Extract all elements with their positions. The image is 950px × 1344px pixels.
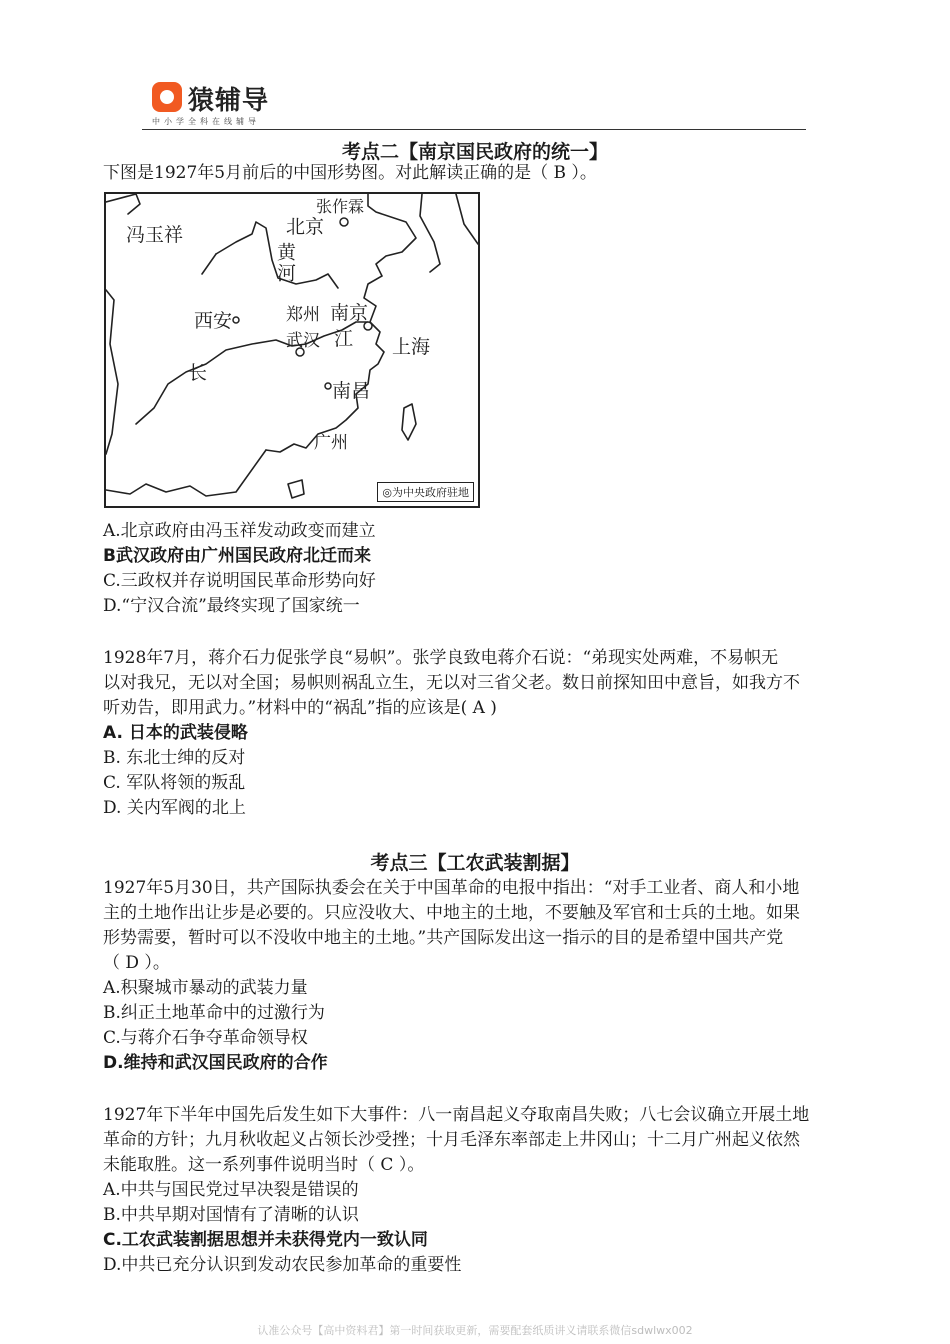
logo-subtitle: 中小学全科在线辅导 (152, 117, 260, 126)
s3-q2-option-b: B.中共早期对国情有了清晰的认识 (103, 1205, 359, 1225)
map-label-zhengzhou: 郑州 (286, 305, 320, 325)
map-korea (420, 194, 440, 272)
s2-q2-option-c: C. 军队将领的叛乱 (103, 773, 246, 793)
s3-q2-option-d: D.中共已充分认识到发动农民参加革命的重要性 (103, 1255, 462, 1275)
s2-q2-option-d: D. 关内军阀的北上 (103, 798, 246, 818)
s3-q2-option-a: A.中共与国民党过早决裂是错误的 (103, 1180, 359, 1200)
map-japan (456, 194, 478, 244)
china-situation-map (104, 192, 480, 508)
map-label-nanchang: 南昌 (332, 380, 371, 402)
map-label-chang: 长 (188, 362, 208, 384)
s3-q1-stem-line: （ D ）。 (103, 953, 170, 973)
map-label-nanjing: 南京 (330, 302, 369, 324)
map-label-guangzhou: 广州 (314, 433, 348, 453)
s2-q1-option-d: D.“宁汉合流”最终实现了国家统一 (103, 596, 360, 616)
logo-mark-icon (152, 82, 182, 112)
s3-q1-option-c: C.与蒋介石争夺革命领导权 (103, 1028, 308, 1048)
s2-q2-stem-line: 听劝告，即用武力。”材料中的“祸乱”指的应该是( A ) (103, 698, 497, 718)
brand-logo (152, 80, 292, 124)
map-legend: ◎为中央政府驻地 (377, 482, 474, 502)
s3-q2-stem-line: 1927年下半年中国先后发生如下大事件：八一南昌起义夺取南昌失败；八七会议确立开展土地 (103, 1105, 810, 1125)
map-label-zhang: 张作霖 (316, 197, 365, 216)
map-west-border (106, 290, 118, 454)
s2-q2-option-b: B. 东北士绅的反对 (103, 748, 246, 768)
s2-q2-stem-line: 以对我兄，无以对全国；易帜则祸乱立生，无以对三省父老。数日前探知田中意旨，如我方不 (103, 673, 800, 693)
s3-q1-stem-line: 形势需要，暂时可以不没收中地主的土地。”共产国际发出这一指示的目的是希望中国共产党 (103, 928, 784, 948)
map-label-wuhan: 武汉 (286, 331, 320, 351)
section2-title: 考点二【南京国民政府的统一】 (341, 141, 608, 163)
s3-q1-stem-line: 1927年5月30日，共产国际执委会在关于中国革命的电报中指出：“对手工业者、商人和小地 (103, 878, 800, 898)
s2-q1-option-a: A.北京政府由冯玉祥发动政变而建立 (103, 521, 376, 541)
s2-q1-stem: 下图是1927年5月前后的中国形势图。对此解读正确的是（ B ）。 (103, 163, 597, 183)
map-label-feng: 冯玉祥 (126, 224, 184, 246)
logo-text: 猿辅导 (188, 86, 270, 116)
section3-title: 考点三【工农武装割据】 (370, 852, 580, 874)
map-border-nw (106, 194, 136, 202)
footer-watermark: 认准公众号【高中资料君】第一时间获取更新，需要配套纸质讲义请联系微信sdwlwx002 (257, 1324, 693, 1337)
s3-q1-option-a: A.积聚城市暴动的武装力量 (103, 978, 308, 998)
map-nanchang-marker (325, 383, 331, 389)
map-hainan (288, 480, 304, 498)
map-label-jiang: 江 (334, 328, 354, 350)
map-label-xian: 西安 (194, 310, 233, 332)
header-divider (142, 129, 806, 130)
map-xian-marker (233, 317, 239, 323)
map-taiwan (402, 404, 416, 440)
map-yellow-river-west (202, 254, 216, 274)
map-label-shanghai: 上海 (392, 336, 431, 358)
map-label-huanghe: 黄河 (274, 242, 296, 284)
map-south-border (106, 450, 266, 496)
s3-q2-stem-line: 革命的方针；九月秋收起义占领长沙受挫；十月毛泽东率部走上井冈山；十二月广州起义依然 (103, 1130, 800, 1150)
map-label-beijing: 北京 (286, 216, 325, 238)
map-beijing-marker (340, 218, 348, 226)
s2-q2-stem-line: 1928年7月，蒋介石力促张学良“易帜”。张学良致电蒋介石说：“弟现实处两难，不易帜无 (103, 648, 779, 668)
s2-q1-option-b: B武汉政府由广州国民政府北迁而来 (103, 546, 371, 566)
s2-q2-option-a: A. 日本的武装侵略 (103, 723, 248, 743)
s3-q1-option-d: D.维持和武汉国民政府的合作 (103, 1053, 328, 1073)
s3-q2-option-c: C.工农武装割据思想并未获得党内一致认同 (103, 1230, 428, 1250)
s3-q1-stem-line: 主的土地作出让步是必要的。只应没收大、中地主的土地，不要触及军官和士兵的土地。如果 (103, 903, 800, 923)
s3-q2-stem-line: 未能取胜。这一系列事件说明当时（ C ）。 (103, 1155, 425, 1175)
map-north-border (128, 194, 140, 214)
s2-q1-option-c: C.三政权并存说明国民革命形势向好 (103, 571, 376, 591)
s3-q1-option-b: B.纠正土地革命中的过激行为 (103, 1003, 325, 1023)
